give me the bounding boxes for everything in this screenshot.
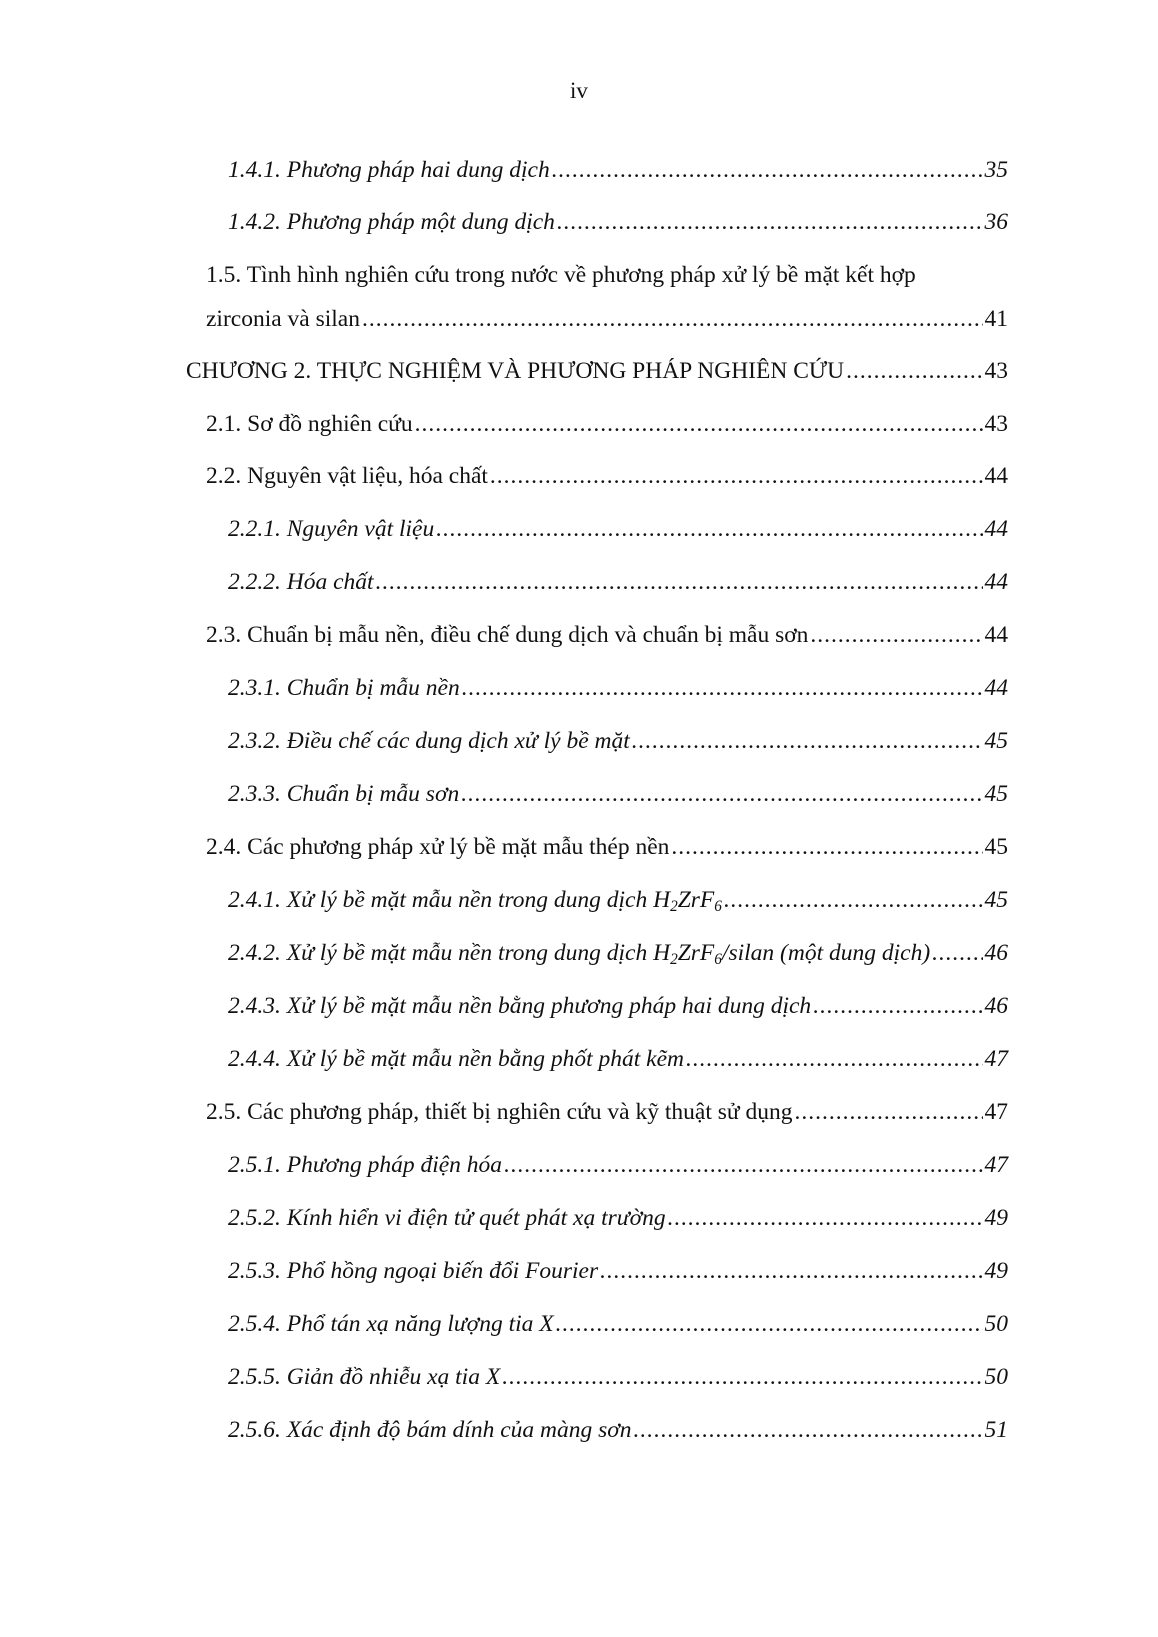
toc-entry[interactable] bbox=[228, 991, 1008, 1021]
toc-leader bbox=[724, 885, 983, 915]
toc-leader bbox=[634, 1415, 983, 1445]
toc-entry-page: 50 bbox=[984, 1311, 1008, 1337]
toc-entry[interactable] bbox=[228, 1362, 1008, 1392]
toc-entry-title: 2.4. Các phương pháp xử lý bề mặt mẫu thép nền bbox=[206, 834, 670, 860]
toc-entry-title: 2.4.1. Xử lý bề mặt mẫu nền trong dung dịch $H_2ZrF_6$ bbox=[228, 887, 722, 915]
toc-entry-page: 49 bbox=[984, 1205, 1008, 1231]
toc-entry[interactable] bbox=[206, 304, 1008, 334]
toc-entry-page: 36 bbox=[984, 209, 1008, 235]
toc-entry[interactable] bbox=[228, 567, 1008, 597]
toc-entry-chapter[interactable] bbox=[186, 356, 1008, 386]
toc-leader bbox=[846, 356, 982, 386]
toc-entry-title: 1.4.2. Phương pháp một dung dịch bbox=[228, 209, 555, 235]
toc-entry-page: 35 bbox=[984, 157, 1008, 183]
toc-entry-page: 50 bbox=[984, 1364, 1008, 1390]
toc-entry[interactable] bbox=[228, 938, 1008, 975]
toc-entry-page: 45 bbox=[984, 887, 1008, 913]
toc-entry-page: 46 bbox=[984, 940, 1008, 966]
toc-entry[interactable] bbox=[228, 155, 1008, 185]
toc-entry-title: 2.4.3. Xử lý bề mặt mẫu nền bằng phương pháp hai dung dịch bbox=[228, 993, 812, 1019]
toc-entry-page: 43 bbox=[984, 411, 1008, 437]
toc-entry-title: 2.4.2. Xử lý bề mặt mẫu nền trong dung dịch $H_2ZrF_6$/silan (một dung dịch) bbox=[228, 940, 931, 968]
toc-entry[interactable] bbox=[206, 832, 1008, 862]
toc-entry-page: 44 bbox=[984, 463, 1008, 489]
toc-entry-title: 2.3.2. Điều chế các dung dịch xử lý bề mặt bbox=[228, 728, 630, 754]
toc-leader bbox=[461, 779, 982, 809]
toc-entry-title: 2.5.6. Xác định độ bám dính của màng sơn bbox=[228, 1417, 632, 1443]
toc-entry-title: 2.5.4. Phổ tán xạ năng lượng tia X bbox=[228, 1311, 554, 1337]
toc-leader bbox=[556, 1309, 983, 1339]
toc-leader bbox=[600, 1256, 982, 1286]
toc-entry[interactable] bbox=[228, 1150, 1008, 1180]
toc-entry[interactable] bbox=[228, 1203, 1008, 1233]
toc-entry-page: 47 bbox=[984, 1099, 1008, 1125]
toc-entry-page: 44 bbox=[984, 516, 1008, 542]
toc-entry-page: 47 bbox=[984, 1046, 1008, 1072]
toc-entry-page: 45 bbox=[984, 834, 1008, 860]
toc-leader bbox=[671, 832, 982, 862]
toc-entry[interactable] bbox=[228, 726, 1008, 756]
toc-leader bbox=[376, 567, 983, 597]
toc-leader bbox=[362, 304, 983, 334]
toc-entry[interactable] bbox=[228, 207, 1008, 237]
toc-entry-page: 44 bbox=[984, 569, 1008, 595]
toc-entry[interactable] bbox=[228, 1415, 1008, 1445]
toc-entry-title: 2.3.1. Chuẩn bị mẫu nền bbox=[228, 675, 460, 701]
toc-entry[interactable] bbox=[206, 620, 1008, 650]
toc-entry-title: 2.4.4. Xử lý bề mặt mẫu nền bằng phốt phát kẽm bbox=[228, 1046, 684, 1072]
toc-entry-title: CHƯƠNG 2. THỰC NGHIỆM VÀ PHƯƠNG PHÁP NGHIÊN CỨU bbox=[186, 358, 845, 384]
toc-entry-page: 45 bbox=[984, 781, 1008, 807]
toc-entry-title: 1.4.1. Phương pháp hai dung dịch bbox=[228, 157, 550, 183]
toc-entry-title: 2.1. Sơ đồ nghiên cứu bbox=[206, 411, 413, 437]
toc-entry-page: 46 bbox=[984, 993, 1008, 1019]
toc-leader bbox=[415, 409, 983, 439]
toc-entry-page: 49 bbox=[984, 1258, 1008, 1284]
toc-entry[interactable] bbox=[228, 514, 1008, 544]
toc-leader bbox=[502, 1362, 982, 1392]
toc-entry-page: 51 bbox=[984, 1417, 1008, 1443]
toc-leader bbox=[794, 1097, 982, 1127]
page-number: iv bbox=[570, 78, 588, 103]
toc-leader bbox=[504, 1150, 982, 1180]
toc-entry-page: 47 bbox=[984, 1152, 1008, 1178]
toc-entry-page: 43 bbox=[984, 358, 1008, 384]
toc-leader bbox=[813, 991, 982, 1021]
toc-entry[interactable] bbox=[228, 1256, 1008, 1286]
toc-leader bbox=[552, 155, 983, 185]
toc-leader bbox=[686, 1044, 983, 1074]
toc-entry-title: 2.2. Nguyên vật liệu, hóa chất bbox=[206, 463, 488, 489]
toc-entry[interactable] bbox=[228, 1044, 1008, 1074]
toc-entry-page: 44 bbox=[984, 675, 1008, 701]
toc-leader bbox=[668, 1203, 983, 1233]
toc-leader bbox=[810, 620, 982, 650]
toc-entry-title: zirconia và silan bbox=[206, 306, 360, 332]
toc-entry[interactable] bbox=[228, 673, 1008, 703]
toc-entry-title: 2.3.3. Chuẩn bị mẫu sơn bbox=[228, 781, 460, 807]
toc-entry-title: 2.2.1. Nguyên vật liệu bbox=[228, 516, 435, 542]
toc-entry-title: 2.5.3. Phổ hồng ngoại biến đổi Fourier bbox=[228, 1258, 599, 1284]
toc-entry-title: 2.5. Các phương pháp, thiết bị nghiên cứu và kỹ thuật sử dụng bbox=[206, 1099, 793, 1125]
toc-entry-title: 2.5.1. Phương pháp điện hóa bbox=[228, 1152, 503, 1178]
toc-entry-title: 2.5.5. Giản đồ nhiễu xạ tia X bbox=[228, 1364, 501, 1390]
toc-entry[interactable] bbox=[206, 1097, 1008, 1127]
toc-leader bbox=[490, 461, 983, 491]
toc-entry[interactable] bbox=[228, 885, 1008, 922]
toc-entry[interactable] bbox=[206, 409, 1008, 439]
toc-entry[interactable] bbox=[228, 779, 1008, 809]
toc-entry-page: 44 bbox=[984, 622, 1008, 648]
toc-entry[interactable] bbox=[228, 1309, 1008, 1339]
toc-entry[interactable] bbox=[206, 461, 1008, 491]
toc-entry-page: 45 bbox=[984, 728, 1008, 754]
toc-entry-title: 2.3. Chuẩn bị mẫu nền, điều chế dung dịch và chuẩn bị mẫu sơn bbox=[206, 622, 809, 648]
toc-entry-title: 2.2.2. Hóa chất bbox=[228, 569, 374, 595]
toc-leader bbox=[632, 726, 983, 756]
toc-leader bbox=[932, 938, 982, 968]
toc-entry-title: 2.5.2. Kính hiển vi điện tử quét phát xạ trường bbox=[228, 1205, 666, 1231]
toc-leader bbox=[462, 673, 983, 703]
toc-leader bbox=[436, 514, 982, 544]
toc-entry-title-line1[interactable]: 1.5. Tình hình nghiên cứu trong nước về phương pháp xử lý bề mặt kết hợp bbox=[206, 262, 916, 288]
toc-entry-page: 41 bbox=[984, 306, 1008, 332]
toc-leader bbox=[557, 207, 983, 237]
